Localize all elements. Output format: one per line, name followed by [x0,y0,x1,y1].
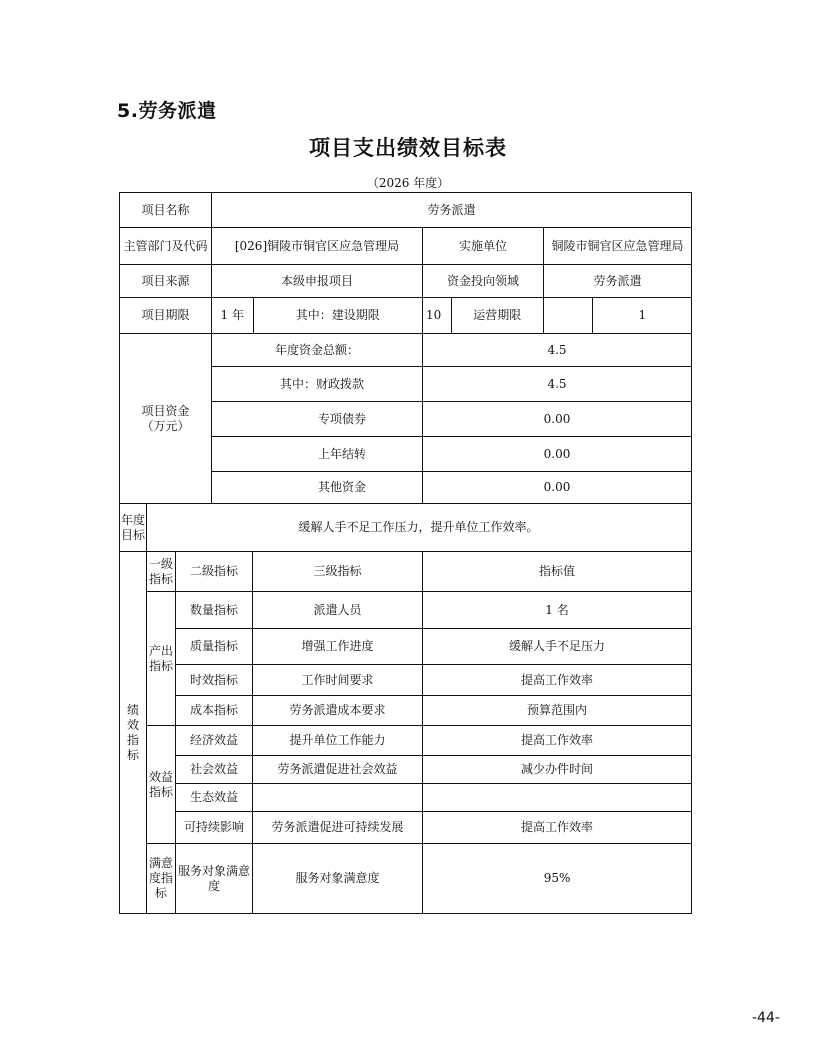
level3-cell: 工作时间要求 [253,665,423,696]
annual-goal-label: 年度目标 [120,504,147,552]
level3-cell: 劳务派遣成本要求 [253,696,423,726]
table-row [120,844,692,914]
build-label: 其中：建设期限 [295,308,380,322]
level2-cell: 经济效益 [176,726,253,756]
funds-fiscal-label: 其中：财政拨款 [212,367,423,402]
level2-cell: 服务对象满意度 [176,844,253,914]
value-cell [423,784,692,812]
level2-cell: 数量指标 [176,592,253,629]
level3-cell [253,784,423,812]
table-row [120,756,692,784]
funds-label: 项目资金 （万元） [120,334,212,504]
funds-other-value: 0.00 [423,472,692,504]
indicators-outer-label: 绩效指标 [120,552,147,914]
project-name-value: 劳务派遣 [212,193,692,228]
op-label: 运营期限 [473,308,522,322]
level2-cell: 生态效益 [176,784,253,812]
level3-cell: 服务对象满意度 [253,844,423,914]
table-row [120,665,692,696]
funds-other-label: 其他资金 [212,472,423,504]
funds-total-label: 年度资金总额： [212,334,423,367]
header-level2: 二级指标 [176,552,253,592]
table-row [120,726,692,756]
value-cell: 提高工作效率 [423,812,692,844]
source-label: 项目来源 [120,265,212,298]
period-label: 项目期限 [120,298,212,334]
table-row [120,228,692,265]
annual-goal-text: 缓解人手不足工作压力，提升单位工作效率。 [147,504,692,552]
output-indicator-label: 产出指标 [147,592,176,726]
level3-cell: 派遣人员 [253,592,423,629]
impl-unit-value: 铜陵市铜官区应急管理局 [544,228,692,265]
table-row [120,784,692,812]
satisfaction-indicator-label: 满意度指标 [147,844,176,914]
level2-cell: 可持续影响 [176,812,253,844]
header-level1: 一级指标 [147,552,176,592]
header-level3: 三级指标 [253,552,423,592]
invest-value: 劳务派遣 [544,265,692,298]
value-cell: 提高工作效率 [423,665,692,696]
invest-label: 资金投向领域 [423,265,544,298]
header-value: 指标值 [423,552,692,592]
funds-bond-value: 0.00 [423,402,692,437]
table-row [120,592,692,629]
table-row [120,504,692,552]
impl-unit-label: 实施单位 [423,228,544,265]
level2-cell: 社会效益 [176,756,253,784]
project-name-label: 项目名称 [120,193,212,228]
value-cell: 预算范围内 [423,696,692,726]
value-cell: 95% [423,844,692,914]
value-cell: 提高工作效率 [423,726,692,756]
level3-cell: 提升单位工作能力 [253,726,423,756]
table-row [120,265,692,298]
dept-label: 主管部门及代码 [120,228,212,265]
section-heading: 5.劳务派遣 [117,100,217,122]
level3-cell: 增强工作进度 [253,629,423,665]
period-value: 1 年 [212,298,253,333]
level2-cell: 时效指标 [176,665,253,696]
table-row [120,334,692,367]
benefit-indicator-label: 效益指标 [147,726,176,844]
level3-cell: 劳务派遣促进可持续发展 [253,812,423,844]
level2-cell: 质量指标 [176,629,253,665]
table-row [120,696,692,726]
table-title: 项目支出绩效目标表 [309,136,507,160]
level3-cell: 劳务派遣促进社会效益 [253,756,423,784]
op-value: 1 [638,308,647,322]
page-number: -44- [752,1010,780,1026]
table-row [120,193,692,228]
table-row [120,629,692,665]
funds-bond-label: 专项债券 [212,402,423,437]
value-cell: 减少办件时间 [423,756,692,784]
level2-cell: 成本指标 [176,696,253,726]
funds-total-value: 4.5 [423,334,692,367]
funds-carryover-value: 0.00 [423,437,692,472]
table-row [120,298,692,334]
year-label: （2026 年度） [366,176,450,190]
value-cell: 缓解人手不足压力 [423,629,692,665]
source-value: 本级申报项目 [212,265,423,298]
table-row [120,552,692,592]
funds-carryover-label: 上年结转 [212,437,423,472]
funds-fiscal-value: 4.5 [423,367,692,402]
dept-value: [026]铜陵市铜官区应急管理局 [212,228,423,265]
build-value: 10 [423,298,451,333]
table-row [120,812,692,844]
value-cell: 1 名 [423,592,692,629]
performance-target-table [119,192,692,914]
